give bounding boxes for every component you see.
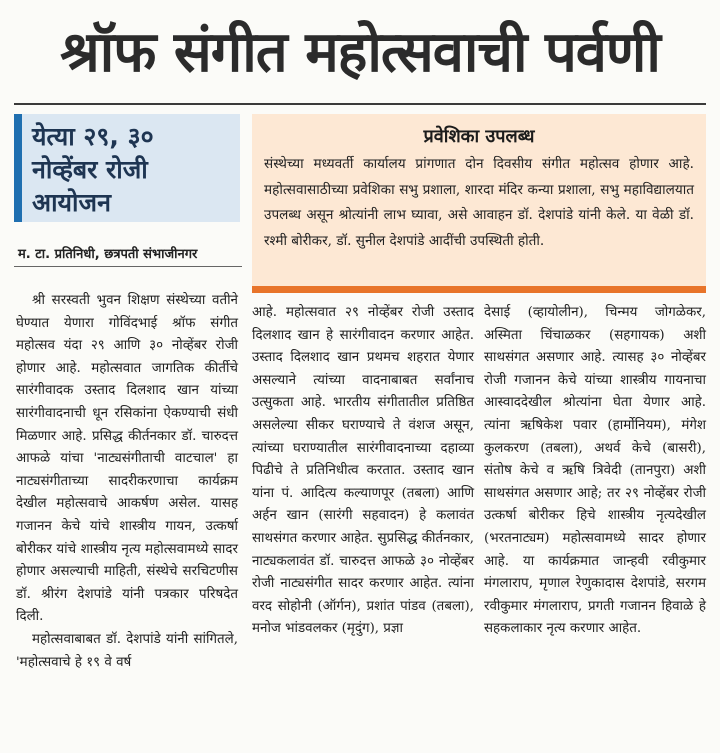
article-column-3	[484, 302, 706, 641]
article-paragraph: देसाई (व्हायोलीन), चिन्मय जोगळेकर, अस्मिता चिंचाळकर (सहगायक) अशी साथसंगत असणार आहे. त्यासह ३० नोव्हेंबर रोजी गजानन केचे यांच्या शास्त्रीय गायनाचा आस्वाददेखील श्रोत्यांना घेता येणार आहे. त्यांना ऋषिकेश पवार (हार्मोनियम), मंगेश कुलकरण (तबला), अथर्व केचे (बासरी), संतोष केचे व ऋषि त्रिवेदी (तानपुरा) अशी साथसंगत असणार आहे; तर २९ नोव्हेंबर रोजी उत्कर्षा बोरीकर हिचे शास्त्रीय नृत्यदेखील (भरतनाट्यम) महोत्सवामध्ये सादर होणार आहे. या कार्यक्रमात जान्हवी रवीकुमार मंगलाराप, मृणाल रेणुकादास देशपांडे, सरगम रवीकुमार मंगलाराप, प्रगती गजानन हिवाळे हे सहकलाकार नृत्य करणार आहेत.	[484, 305, 706, 637]
article-column-2	[252, 302, 474, 641]
article-paragraph: श्री सरस्वती भुवन शिक्षण संस्थेच्या वतीने घेण्यात येणारा गोविंदभाई श्रॉफ संगीत महोत्सव यंदा २९ आणि ३० नोव्हेंबर रोजी होणार आहे. महोत्सवात जागतिक कीर्तीचे सारंगीवादक उस्ताद दिलशाद खान यांच्या सारंगीवादनाची धून रसिकांना ऐकण्याची संधी मिळणार आहे. प्रसिद्ध कीर्तनकार डॉ. चारुदत्त आफळे यांचा 'नाट्यसंगीताची वाटचाल' हा नाट्यसंगीताच्या सादरीकरणाचा कार्यक्रम देखील महोत्सवाचे आकर्षण असेल. यासह गजानन केचे यांचे शास्त्रीय गायन, उत्कर्षा बोरीकर यांचे शास्त्रीय नृत्य महोत्सवामध्ये सादर होणार असल्याची माहिती, संस्थेचे सरचिटणीस डॉ. श्रीरंग देशपांडे यांनी पत्रकार परिषदेत दिली.	[16, 293, 238, 625]
headline: श्रॉफ संगीत महोत्सवाची पर्वणी	[60, 20, 660, 85]
byline: म. टा. प्रतिनिधी, छत्रपती संभाजीनगर	[18, 247, 198, 262]
box-accent-bar	[252, 286, 706, 293]
kicker-box	[14, 114, 240, 222]
entry-pass-body: संस्थेच्या मध्यवर्ती कार्यालय प्रांगणात दोन दिवसीय संगीत महोत्सव होणार आहे. महोत्सवासाठीच्या प्रवेशिका सभु प्रशाला, शारदा मंदिर कन्या प्रशाला, सभु महाविद्यालयात उपलब्ध असून श्रोत्यांनी लाभ घ्यावा, असे आवाहन डॉ. देशपांडे यांनी केले. या वेळी डॉ. रश्मी बोरीकर, डॉ. सुनील देशपांडे आदींची उपस्थिती होती.	[264, 156, 694, 249]
article-column-1	[16, 290, 238, 674]
kicker-text: येत्या २९, ३० नोव्हेंबर रोजी आयोजन	[32, 122, 154, 217]
entry-pass-title: प्रवेशिका उपलब्ध	[423, 126, 535, 147]
byline-divider	[14, 266, 242, 267]
headline-divider	[14, 103, 706, 105]
article-paragraph: महोत्सवाबाबत डॉ. देशपांडे यांनी सांगितले, 'महोत्सवाचे हे १९ वे वर्ष	[16, 631, 238, 670]
entry-pass-box	[252, 114, 706, 286]
article-paragraph: आहे. महोत्सवात २९ नोव्हेंबर रोजी उस्ताद दिलशाद खान हे सारंगीवादन करणार आहेत. उस्ताद दिलशाद खान प्रथमच शहरात येणार असल्याने त्यांच्या वादनाबाबत सर्वांनाच उत्सुकता आहे. भारतीय संगीतातील प्रतिष्ठित असलेल्या सीकर घराण्याचे ते वंशज असून, त्यांच्या घराण्यातील सारंगीवादनाच्या दहाव्या पिढीचे ते प्रतिनिधीत्व करतात. उस्ताद खान यांना पं. आदित्य कल्याणपूर (तबला) आणि अर्हन खान (सारंगी सहवादन) हे कलावंत साथसंगत करणार आहेत. सुप्रसिद्ध कीर्तनकार, नाट्यकलावंत डॉ. चारुदत्त आफळे ३० नोव्हेंबर रोजी नाट्यसंगीत सादर करणार आहेत. त्यांना वरद सोहोनी (ऑर्गन), प्रशांत पांडव (तबला), मनोज भांडवलकर (मृदुंग), प्रज्ञा	[252, 305, 474, 637]
